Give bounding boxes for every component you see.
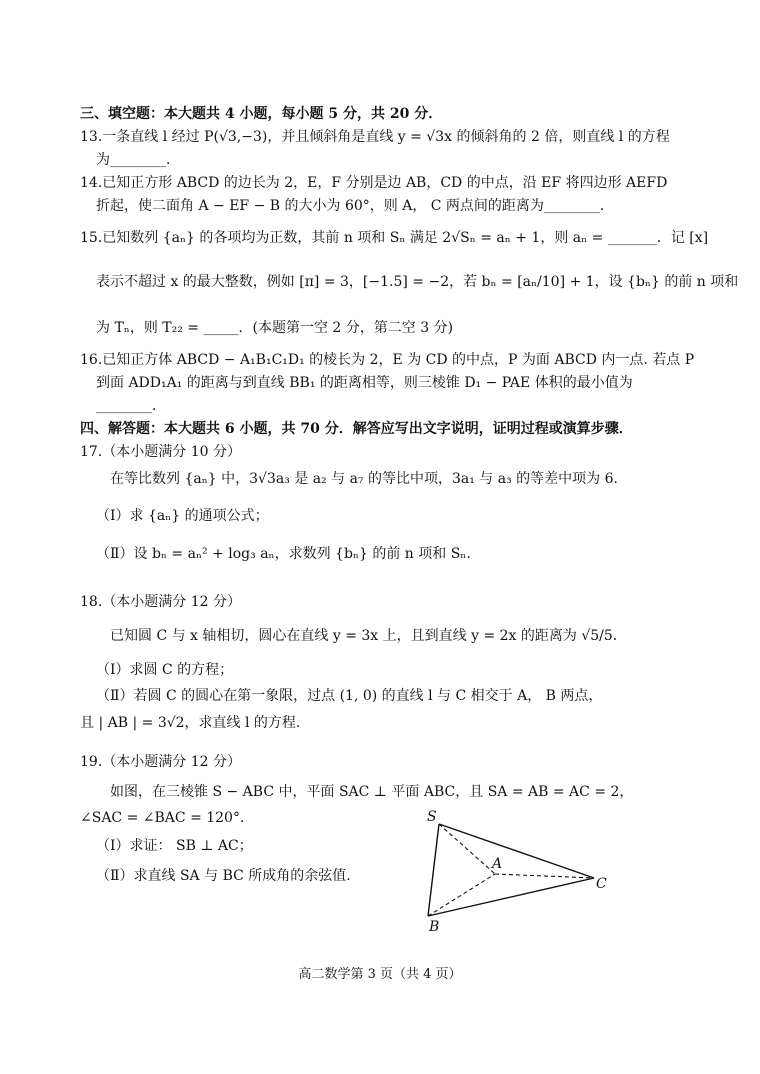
q15-line2: 表示不超过 x 的最大整数，例如 [π] = 3，[−1.5] = −2，若 bₙ = [aₙ/10] + 1，设 {bₙ} 的前 n 项和 xyxy=(96,274,739,290)
edge-SB xyxy=(428,824,439,916)
q16-line1: 16.已知正方体 ABCD − A₁B₁C₁D₁ 的棱长为 2，E 为 CD 的中点，P 为面 ABCD 内一点. 若点 P xyxy=(80,352,695,368)
label-B: B xyxy=(429,919,440,934)
section3-heading: 三、填空题：本大题共 4 小题，每小题 5 分，共 20 分． xyxy=(80,106,443,122)
edge-BA xyxy=(428,874,495,916)
q19-stem2: ∠SAC = ∠BAC = 120°． xyxy=(80,810,254,826)
q18-part2: （Ⅱ）若圆 C 的圆心在第一象限，过点 (1, 0) 的直线 l 与 C 相交于 A， B 两点， xyxy=(96,688,603,704)
q16-line3: ________． xyxy=(96,398,166,414)
q19-stem1: 如图，在三棱锥 S − ABC 中，平面 SAC ⊥ 平面 ABC，且 SA = AB = AC = 2， xyxy=(110,784,634,800)
label-S: S xyxy=(427,809,437,825)
q13-line2: 为________． xyxy=(96,152,180,168)
q18-part2b: 且 | AB | = 3√2，求直线 l 的方程. xyxy=(80,715,301,731)
q17-part1: （Ⅰ）求 {aₙ} 的通项公式； xyxy=(96,508,269,524)
edge-SA xyxy=(439,824,495,874)
edge-BC xyxy=(428,878,594,916)
q18-part1: （Ⅰ）求圆 C 的方程； xyxy=(96,662,234,678)
edge-SC xyxy=(439,824,594,878)
q19-title: 19.（本小题满分 12 分） xyxy=(80,754,241,770)
q18-title: 18.（本小题满分 12 分） xyxy=(80,594,241,610)
q19-part1: （Ⅰ）求证： SB ⊥ AC； xyxy=(96,838,253,854)
q19-part2: （Ⅱ）求直线 SA 与 BC 所成角的余弦值. xyxy=(96,868,351,884)
page-footer: 高二数学第 3 页（共 4 页） xyxy=(298,967,462,982)
label-C: C xyxy=(596,876,607,892)
q13-line1: 13.一条直线 l 经过 P(√3,−3)，并且倾斜角是直线 y = √3x 的倾斜角的 2 倍，则直线 l 的方程 xyxy=(80,129,670,145)
q14-line1: 14.已知正方形 ABCD 的边长为 2，E，F 分别是边 AB，CD 的中点，沿 EF 将四边形 AEFD xyxy=(80,175,668,191)
q17-part2: （Ⅱ）设 bₙ = aₙ² + log₃ aₙ，求数列 {bₙ} 的前 n 项和 Sₙ． xyxy=(96,546,481,562)
edge-AC xyxy=(495,874,594,878)
q17-stem: 在等比数列 {aₙ} 中，3√3a₃ 是 a₂ 与 a₇ 的等比中项，3a₁ 与 a₃ 的等差中项为 6． xyxy=(110,471,628,487)
q15-line3: 为 Tₙ，则 T₂₂ = _____．(本题第一空 2 分，第二空 3 分) xyxy=(96,320,454,336)
q18-stem: 已知圆 C 与 x 轴相切，圆心在直线 y = 3x 上，且到直线 y = 2x 的距离为 √5/5． xyxy=(110,628,627,644)
label-A: A xyxy=(492,856,503,872)
q17-title: 17.（本小题满分 10 分） xyxy=(80,444,241,460)
section4-heading: 四、解答题：本大题共 6 小题，共 70 分．解答应写出文字说明，证明过程或演算步骤． xyxy=(80,421,633,437)
q14-line2: 折起，使二面角 A − EF − B 的大小为 60°，则 A， C 两点间的距离为________． xyxy=(96,198,614,214)
triangular-pyramid-figure xyxy=(418,804,618,934)
q15-line1: 15.已知数列 {aₙ} 的各项均为正数，其前 n 项和 Sₙ 满足 2√Sₙ = aₙ + 1，则 aₙ = _______．记 [x] xyxy=(80,230,709,246)
q16-line2: 到面 ADD₁A₁ 的距离与到直线 BB₁ 的距离相等，则三棱锥 D₁ − PAE 体积的最小值为 xyxy=(96,375,633,391)
